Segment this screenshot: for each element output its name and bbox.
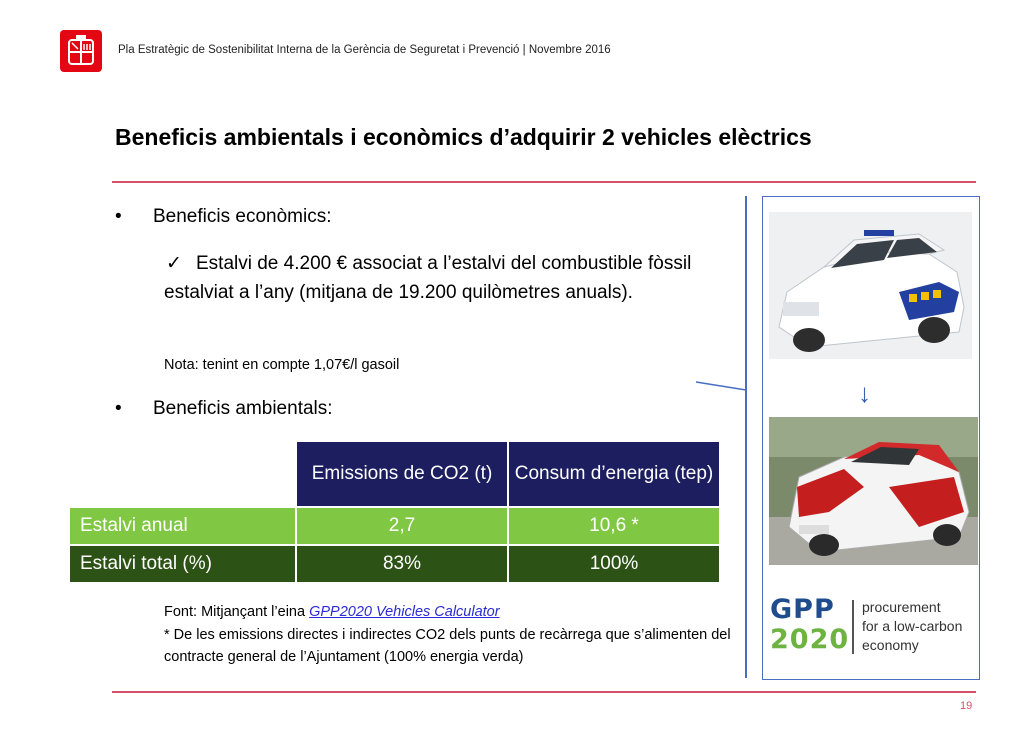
barcelona-logo-icon bbox=[60, 30, 102, 72]
table-corner bbox=[69, 441, 296, 507]
gpp2020-logo bbox=[770, 596, 980, 666]
check-icon: ✓ bbox=[166, 253, 182, 274]
table-cell: 10,6 * bbox=[508, 507, 720, 545]
electric-car-photo bbox=[769, 417, 978, 565]
source-footnote bbox=[164, 601, 500, 623]
header-subtitle: Pla Estratègic de Sostenibilitat Interna de la Gerència de Seguretat i Prevenció | Novembre 2016 bbox=[118, 44, 611, 56]
bullet-marker: • bbox=[115, 398, 122, 419]
slide-title: Beneficis ambientals i econòmics d’adquirir 2 vehicles elèctrics bbox=[115, 124, 812, 150]
gpp-calculator-link[interactable]: GPP2020 Vehicles Calculator bbox=[309, 604, 500, 620]
fuel-note: Nota: tenint en compte 1,07€/l gasoil bbox=[164, 357, 400, 373]
row-label: Estalvi anual bbox=[69, 507, 296, 545]
table-row bbox=[69, 507, 720, 545]
table-cell: 2,7 bbox=[296, 507, 508, 545]
table-cell: 100% bbox=[508, 545, 720, 583]
table-header-energy: Consum d’energia (tep) bbox=[508, 441, 720, 507]
emissions-footnote: * De les emissions directes i indirectes CO2 dels punts de recàrrega que s’alimenten del contracte general de l’Ajuntament (100% energia verda) bbox=[164, 627, 731, 665]
gpp-logo-tagline bbox=[862, 598, 962, 655]
savings-table bbox=[68, 440, 721, 584]
title-divider bbox=[112, 181, 976, 183]
bullet-economic-label: Beneficis econòmics: bbox=[153, 206, 332, 227]
economic-benefit-body: Estalvi de 4.200 € associat a l’estalvi del combustible fòssil estalviat a l’any (mitjana de 19.200 quilòmetres anuals). bbox=[164, 253, 692, 303]
bullet-environmental-label: Beneficis ambientals: bbox=[153, 398, 333, 419]
police-car-photo bbox=[769, 212, 972, 359]
bottom-divider bbox=[112, 691, 976, 693]
page-number: 19 bbox=[960, 700, 973, 712]
gpp-logo-year: 2020 bbox=[770, 624, 850, 655]
gpp-logo-divider bbox=[852, 600, 854, 654]
row-label: Estalvi total (%) bbox=[69, 545, 296, 583]
down-arrow-icon: ↓ bbox=[858, 378, 871, 408]
bullet-marker: • bbox=[115, 206, 122, 227]
gpp-tagline-line: for a low-carbon bbox=[862, 618, 963, 634]
table-cell: 83% bbox=[296, 545, 508, 583]
table-header-co2: Emissions de CO2 (t) bbox=[296, 441, 508, 507]
table-header-row bbox=[69, 441, 720, 507]
source-prefix: Font: Mitjançant l’eina bbox=[164, 604, 310, 620]
gpp-tagline-line: economy bbox=[862, 637, 919, 653]
callout-line bbox=[745, 196, 747, 678]
gpp-tagline-line: procurement bbox=[862, 599, 941, 615]
table-row bbox=[69, 545, 720, 583]
gpp-logo-word: GPP bbox=[770, 594, 835, 625]
callout-connector bbox=[690, 375, 750, 395]
economic-benefit-text bbox=[164, 249, 734, 307]
